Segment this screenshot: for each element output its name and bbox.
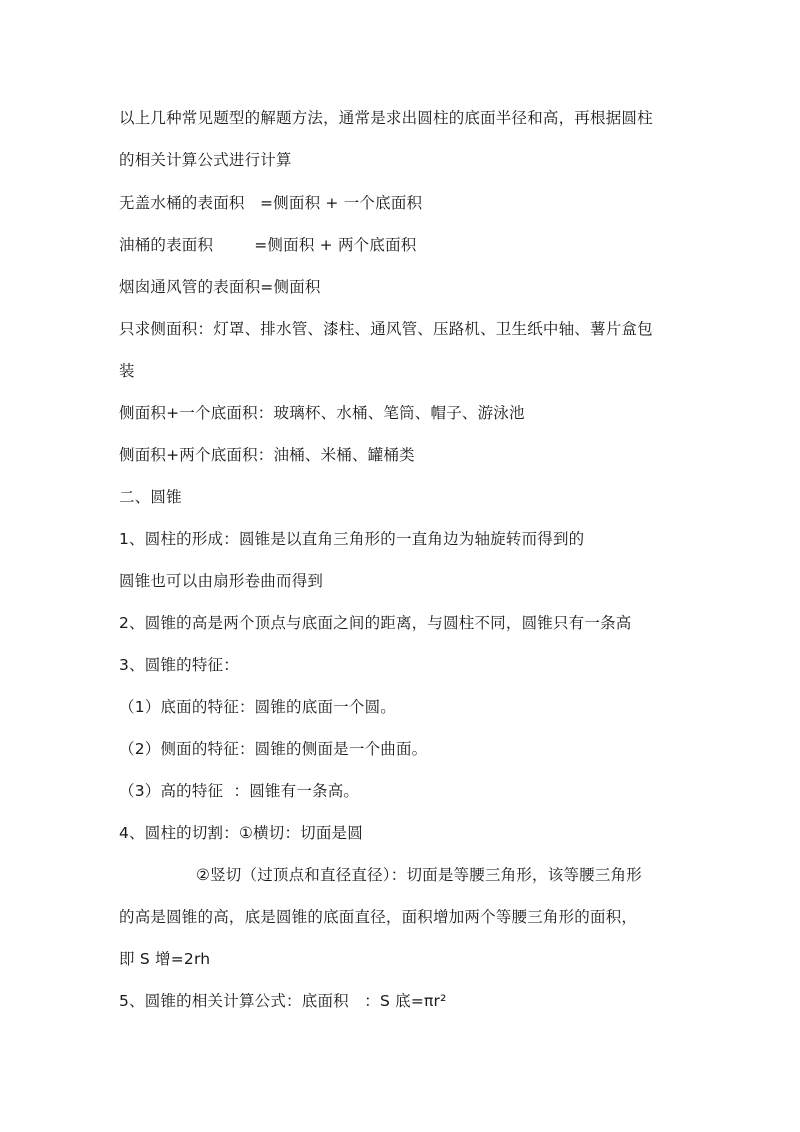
- paragraph-line: 即 S 增=2rh: [119, 950, 211, 968]
- formula-line-bucket: [119, 193, 422, 213]
- paragraph-line: 的相关计算公式进行计算: [119, 151, 292, 169]
- section-heading: 二、圆锥: [119, 488, 182, 506]
- list-item-label: （3）高的特征: [119, 782, 224, 800]
- paragraph-line-indented: ②竖切（过顶点和直径直径）：切面是等腰三角形，该等腰三角形: [196, 866, 642, 884]
- paragraph-line: 4、圆柱的切割：①横切：切面是圆: [119, 824, 363, 842]
- paragraph-line: 1、圆柱的形成：圆锥是以直角三角形的一直角边为轴旋转而得到的: [119, 530, 585, 548]
- paragraph-line: 烟囱通风管的表面积=侧面积: [119, 278, 321, 296]
- formula-value: =侧面积 + 一个底面积: [260, 194, 423, 212]
- list-item: [119, 781, 359, 801]
- paragraph-line: 的高是圆锥的高，底是圆锥的底面直径，面积增加两个等腰三角形的面积，: [119, 908, 638, 926]
- formula-label: 油桶的表面积: [119, 236, 214, 254]
- formula-line-oil-drum: [119, 235, 416, 255]
- formula-label: 无盖水桶的表面积: [119, 194, 245, 212]
- formula-line-cone: [119, 991, 447, 1011]
- paragraph-line: 装: [119, 362, 135, 380]
- paragraph-line: 以上几种常见题型的解题方法，通常是求出圆柱的底面半径和高，再根据圆柱: [119, 109, 653, 127]
- formula-value: =侧面积 + 两个底面积: [254, 236, 417, 254]
- paragraph-line: 侧面积+一个底面积：玻璃杯、水桶、笔筒、帽子、游泳池: [119, 404, 525, 422]
- paragraph-line: 3、圆锥的特征：: [119, 656, 239, 674]
- formula-value: ：S 底=πr²: [364, 992, 447, 1010]
- list-item-value: ：圆锥有一条高。: [233, 782, 360, 800]
- paragraph-line: 侧面积+两个底面积：油桶、米桶、罐桶类: [119, 446, 415, 464]
- formula-label: 5、圆锥的相关计算公式：底面积: [119, 992, 349, 1010]
- list-item: （2）侧面的特征：圆锥的侧面是一个曲面。: [119, 740, 428, 758]
- paragraph-line: 2、圆锥的高是两个顶点与底面之间的距离，与圆柱不同，圆锥只有一条高: [119, 614, 632, 632]
- paragraph-line: 圆锥也可以由扇形卷曲而得到: [119, 572, 324, 590]
- paragraph-line: 只求侧面积：灯罩、排水管、漆柱、通风管、压路机、卫生纸中轴、薯片盒包: [119, 320, 653, 338]
- list-item: （1）底面的特征：圆锥的底面一个圆。: [119, 698, 396, 716]
